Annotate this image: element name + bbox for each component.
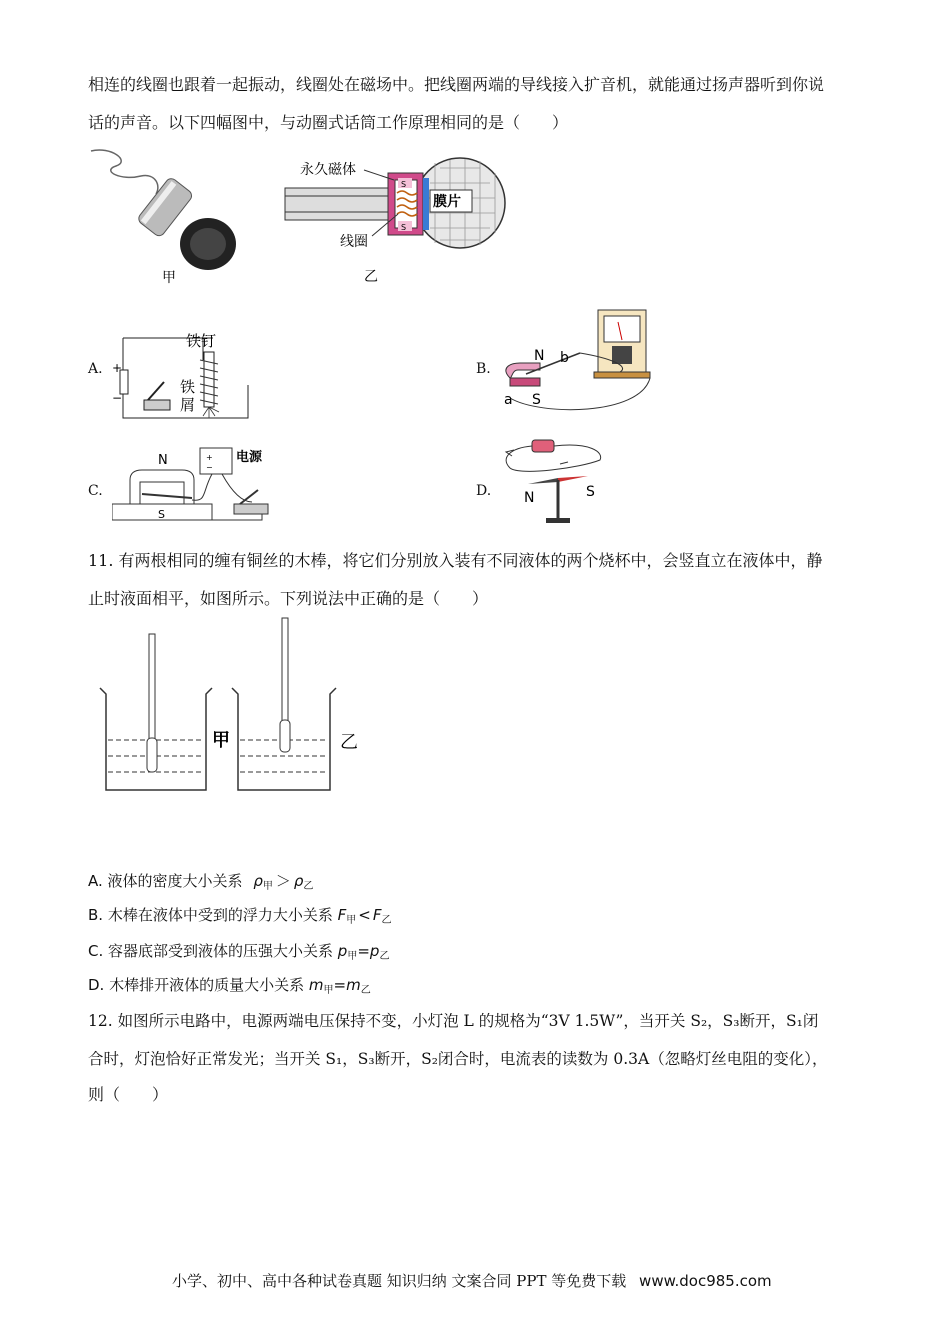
q12-stem-line-3: 则（ ） [88,1085,169,1104]
q10-option-a-letter[interactable]: A. [88,361,103,377]
mic-handle [285,188,395,220]
iron-nail-label: 铁钉 [186,332,217,350]
stick-jia [149,634,155,754]
beaker-yi-label: 乙 [340,732,358,753]
q11-stem-line-1: 11. 有两根相同的缠有铜丝的木棒，将它们分别放入装有不同液体的两个烧杯中，会竖直立在液体中，静 [88,551,823,570]
q10-option-b-letter[interactable]: B. [476,361,491,377]
q12-stem-line-2: 合时，灯泡恰好正常发光；当开关 S₁，S₃断开，S₂闭合时，电流表的读数为 0.3A（忽略灯丝电阻的变化）， [88,1050,828,1068]
option-c-motor-figure [112,442,282,530]
footer [172,1270,772,1291]
option-d-oersted-figure [500,438,610,532]
diaphragm [423,178,429,230]
svg-text:S: S [158,508,165,521]
q11-option-d[interactable]: D. 木棒排开液体的质量大小关系 $m_甲=m_乙$ [88,976,371,996]
beakers-figure [96,614,376,798]
svg-text:S: S [586,484,595,500]
svg-text:b: b [560,350,569,366]
svg-text:N: N [524,490,535,506]
iron-nail [204,352,214,407]
microphone-figure [86,146,246,286]
fig-jia-caption: 甲 [162,270,176,286]
svg-text:a: a [504,392,513,408]
power-supply [200,448,232,474]
q12-stem-line-1: 12. 如图所示电路中，电源两端电压保持不变，小灯泡 L 的规格为“3V 1.5W”，当开关 S₂，S₃断开，S₁闭 [88,1012,819,1030]
dynamic-mic-diagram [280,148,510,288]
svg-text:N: N [158,453,168,468]
svg-text:S: S [401,180,407,189]
svg-text:S: S [401,223,407,232]
compass-needle-n [528,478,558,484]
u-magnet [510,378,540,386]
coil-label: 线圈 [340,234,368,250]
footer-url[interactable]: www.doc985.com [639,1272,772,1290]
switch [234,504,268,514]
battery [532,440,554,452]
svg-text:−: − [112,391,123,405]
q11-option-c[interactable]: C. 容器底部受到液体的压强大小关系 $p_甲=p_乙$ [88,942,390,962]
horseshoe-magnet [130,470,194,504]
switch [144,400,170,410]
svg-text:+: + [206,453,213,462]
q10-option-d-letter[interactable]: D. [476,483,492,499]
svg-text:−: − [206,463,213,472]
q11-option-a[interactable]: A. 液体的密度大小关系 $\rho_甲 > \rho_乙$ [88,872,314,892]
mic-cable [91,150,158,194]
magnet-label: 永久磁体 [300,162,356,178]
iron-filings-label-1: 铁 [180,378,196,396]
q11-stem-line-2: 止时液面相平，如图所示。下列说法中正确的是（ ） [88,589,489,608]
footer-text: 小学、初中、高中各种试卷真题 知识归纳 文案合同 PPT 等免费下载 [172,1272,627,1290]
fig-yi-caption: 乙 [364,269,378,285]
beaker-jia-label: 甲 [212,730,230,751]
diaphragm-label: 膜片 [433,194,461,210]
power-supply-label: 电源 [236,450,263,465]
intro-line-2: 话的声音。以下四幅图中，与动圈式话筒工作原理相同的是（ ） [88,113,569,132]
svg-text:+: + [112,361,123,375]
q10-option-c-letter[interactable]: C. [88,483,103,499]
svg-text:S: S [532,392,541,408]
iron-filings-label-2: 屑 [180,396,196,414]
iron-filings [203,407,219,418]
compass-needle-s [558,476,588,482]
svg-text:N: N [534,348,545,364]
option-a-electromagnet-figure [108,330,258,425]
q11-option-b[interactable]: B. 木棒在液体中受到的浮力大小关系 $F_甲 < F_乙$ [88,906,392,926]
intro-line-1: 相连的线圈也跟着一起振动，线圈处在磁场中。把线圈两端的导线接入扩音机，就能通过扬声器听到你说 [88,75,825,94]
option-b-induction-figure [500,308,660,418]
stick-yi [282,618,288,728]
